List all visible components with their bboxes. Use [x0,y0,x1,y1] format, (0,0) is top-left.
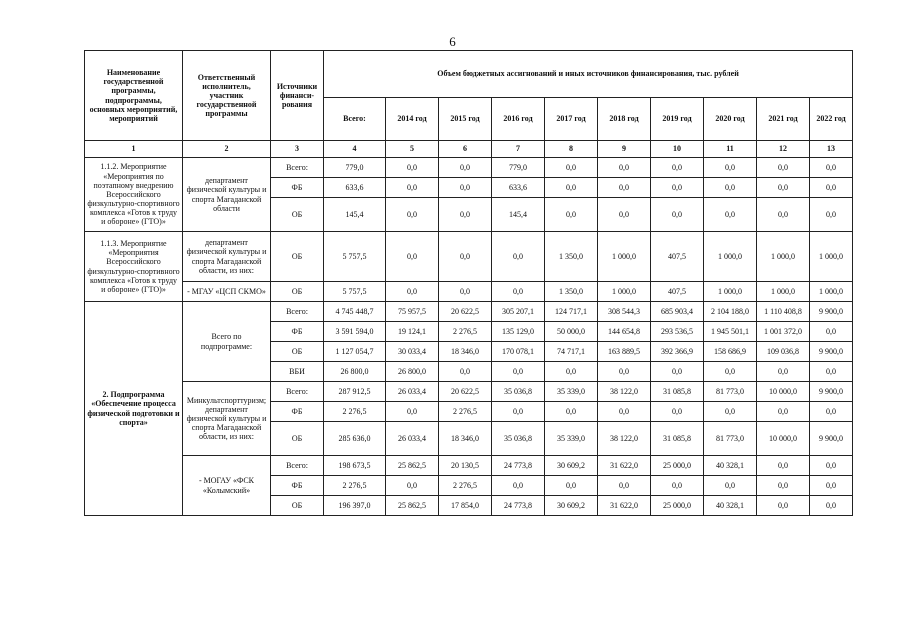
value-cell: 0,0 [545,158,598,178]
source-cell: ОБ [271,282,324,302]
value-cell: 779,0 [492,158,545,178]
value-cell: 145,4 [492,198,545,232]
column-number: 5 [386,141,439,158]
value-cell: 25 000,0 [651,456,704,476]
table-row [85,456,853,476]
value-cell: 0,0 [757,456,810,476]
header-year: 2020 год [704,98,757,141]
value-cell: 0,0 [386,232,439,282]
value-cell: 17 854,0 [439,496,492,516]
executor-name: - МОГАУ «ФСК «Колымский» [183,456,271,516]
value-cell: 2 276,5 [439,476,492,496]
column-number: 9 [598,141,651,158]
value-cell: 0,0 [757,476,810,496]
value-cell: 158 686,9 [704,342,757,362]
value-cell: 26 033,4 [386,422,439,456]
value-cell: 18 346,0 [439,342,492,362]
column-number: 2 [183,141,271,158]
value-cell: 1 350,0 [545,232,598,282]
value-cell: 30 609,2 [545,496,598,516]
source-cell: Всего: [271,456,324,476]
value-cell: 144 654,8 [598,322,651,342]
value-cell: 305 207,1 [492,302,545,322]
header-year: 2019 год [651,98,704,141]
source-cell: ОБ [271,342,324,362]
value-cell: 1 001 372,0 [757,322,810,342]
value-cell: 26 033,4 [386,382,439,402]
source-cell: ФБ [271,476,324,496]
value-cell: 24 773,8 [492,456,545,476]
header-sources: Источники финанси-рования [271,51,324,141]
value-cell: 0,0 [651,362,704,382]
value-cell: 0,0 [757,198,810,232]
executor-name: департамент физической культуры и спорта Магаданской области [183,158,271,232]
value-cell: 35 036,8 [492,382,545,402]
value-cell: 0,0 [598,476,651,496]
value-cell: 1 000,0 [810,232,853,282]
value-cell: 0,0 [810,402,853,422]
value-cell: 0,0 [651,402,704,422]
value-cell: 0,0 [598,178,651,198]
header-year: 2017 год [545,98,598,141]
value-cell: 81 773,0 [704,422,757,456]
value-cell: 0,0 [598,158,651,178]
value-cell: 1 945 501,1 [704,322,757,342]
value-cell: 19 124,1 [386,322,439,342]
header-total: Всего: [324,98,386,141]
source-cell: ФБ [271,402,324,422]
header-year: 2014 год [386,98,439,141]
value-cell: 392 366,9 [651,342,704,362]
value-cell: 0,0 [651,158,704,178]
value-cell: 0,0 [757,496,810,516]
table-row [85,158,853,178]
value-cell: 0,0 [492,476,545,496]
column-number: 1 [85,141,183,158]
value-cell: 0,0 [810,496,853,516]
value-cell: 0,0 [598,198,651,232]
value-cell: 0,0 [810,178,853,198]
value-cell: 308 544,3 [598,302,651,322]
value-cell: 9 900,0 [810,382,853,402]
column-number: 6 [439,141,492,158]
source-cell: ОБ [271,422,324,456]
value-cell: 0,0 [492,232,545,282]
value-cell: 0,0 [439,362,492,382]
value-cell: 1 127 054,7 [324,342,386,362]
column-number: 4 [324,141,386,158]
value-cell: 0,0 [651,476,704,496]
value-cell: 196 397,0 [324,496,386,516]
source-cell: ОБ [271,198,324,232]
value-cell: 9 900,0 [810,422,853,456]
value-cell: 0,0 [704,178,757,198]
header-executor: Ответственный исполнитель, участник государственной программы [183,51,271,141]
value-cell: 4 745 448,7 [324,302,386,322]
table-row [85,232,853,282]
value-cell: 35 339,0 [545,422,598,456]
value-cell: 18 346,0 [439,422,492,456]
measure-name: 1.1.2. Мероприятие «Мероприятия по поэтапному внедрению Всероссийского физкультурно-спортивного комплекса «Готов к труду и обороне» (ГТО)» [85,158,183,232]
value-cell: 0,0 [810,198,853,232]
value-cell: 1 350,0 [545,282,598,302]
value-cell: 0,0 [439,158,492,178]
column-number-row [85,141,853,158]
value-cell: 75 957,5 [386,302,439,322]
value-cell: 0,0 [704,476,757,496]
value-cell: 20 130,5 [439,456,492,476]
value-cell: 2 276,5 [439,322,492,342]
value-cell: 0,0 [386,178,439,198]
value-cell: 31 622,0 [598,456,651,476]
table-row [85,282,853,302]
value-cell: 0,0 [704,402,757,422]
value-cell: 40 328,1 [704,456,757,476]
value-cell: 1 000,0 [598,232,651,282]
value-cell: 163 889,5 [598,342,651,362]
value-cell: 5 757,5 [324,232,386,282]
value-cell: 293 536,5 [651,322,704,342]
source-cell: Всего: [271,158,324,178]
value-cell: 0,0 [545,178,598,198]
measure-name: 1.1.3. Мероприятие «Мероприятия Всероссийского физкультурно-спортивного комплекса «Готов к труду и обороне» (ГТО)» [85,232,183,302]
value-cell: 285 636,0 [324,422,386,456]
value-cell: 25 862,5 [386,496,439,516]
column-number: 3 [271,141,324,158]
value-cell: 0,0 [545,402,598,422]
source-cell: Всего: [271,382,324,402]
value-cell: 35 339,0 [545,382,598,402]
value-cell: 135 129,0 [492,322,545,342]
source-cell: ОБ [271,496,324,516]
value-cell: 5 757,5 [324,282,386,302]
value-cell: 74 717,1 [545,342,598,362]
column-number: 13 [810,141,853,158]
value-cell: 0,0 [704,362,757,382]
column-number: 10 [651,141,704,158]
executor-name: Всего по подпрограмме: [183,302,271,382]
value-cell: 1 110 408,8 [757,302,810,322]
value-cell: 0,0 [757,362,810,382]
value-cell: 0,0 [545,362,598,382]
value-cell: 287 912,5 [324,382,386,402]
value-cell: 407,5 [651,232,704,282]
value-cell: 0,0 [810,322,853,342]
value-cell: 31 085,8 [651,422,704,456]
value-cell: 1 000,0 [704,232,757,282]
value-cell: 0,0 [386,158,439,178]
header-year: 2015 год [439,98,492,141]
value-cell: 0,0 [386,402,439,422]
value-cell: 779,0 [324,158,386,178]
value-cell: 0,0 [386,282,439,302]
value-cell: 38 122,0 [598,382,651,402]
value-cell: 31 085,8 [651,382,704,402]
value-cell: 0,0 [757,402,810,422]
column-number: 8 [545,141,598,158]
header-year: 2022 год [810,98,853,141]
value-cell: 1 000,0 [810,282,853,302]
value-cell: 0,0 [810,158,853,178]
value-cell: 0,0 [439,178,492,198]
value-cell: 633,6 [492,178,545,198]
value-cell: 124 717,1 [545,302,598,322]
value-cell: 0,0 [704,158,757,178]
value-cell: 170 078,1 [492,342,545,362]
value-cell: 38 122,0 [598,422,651,456]
value-cell: 26 800,0 [324,362,386,382]
value-cell: 1 000,0 [757,282,810,302]
subprogram-name: 2. Подпрограмма «Обеспечение процесса физической подготовки и спорта» [85,302,183,516]
value-cell: 0,0 [439,232,492,282]
value-cell: 633,6 [324,178,386,198]
header-year: 2018 год [598,98,651,141]
column-number: 12 [757,141,810,158]
value-cell: 30 033,4 [386,342,439,362]
value-cell: 0,0 [704,198,757,232]
value-cell: 31 622,0 [598,496,651,516]
value-cell: 10 000,0 [757,422,810,456]
value-cell: 50 000,0 [545,322,598,342]
page-number: 6 [449,34,456,49]
value-cell: 2 276,5 [439,402,492,422]
value-cell: 0,0 [439,282,492,302]
source-cell: Всего: [271,302,324,322]
header-name: Наименование государственной программы, подпрограммы, основных мероприятий, мероприятий [85,51,183,141]
value-cell: 0,0 [386,198,439,232]
value-cell: 1 000,0 [704,282,757,302]
value-cell: 30 609,2 [545,456,598,476]
value-cell: 20 622,5 [439,382,492,402]
value-cell: 24 773,8 [492,496,545,516]
value-cell: 1 000,0 [757,232,810,282]
source-cell: ФБ [271,322,324,342]
column-number: 7 [492,141,545,158]
value-cell: 0,0 [492,362,545,382]
value-cell: 0,0 [757,158,810,178]
value-cell: 2 104 188,0 [704,302,757,322]
value-cell: 0,0 [598,402,651,422]
value-cell: 0,0 [439,198,492,232]
value-cell: 0,0 [386,476,439,496]
value-cell: 0,0 [545,198,598,232]
value-cell: 25 862,5 [386,456,439,476]
value-cell: 35 036,8 [492,422,545,456]
value-cell: 2 276,5 [324,476,386,496]
value-cell: 10 000,0 [757,382,810,402]
value-cell: 3 591 594,0 [324,322,386,342]
value-cell: 145,4 [324,198,386,232]
budget-table [84,50,853,516]
value-cell: 1 000,0 [598,282,651,302]
value-cell: 0,0 [810,456,853,476]
table-row [85,302,853,322]
value-cell: 0,0 [492,402,545,422]
value-cell: 9 900,0 [810,342,853,362]
value-cell: 0,0 [492,282,545,302]
value-cell: 2 276,5 [324,402,386,422]
table-row [85,382,853,402]
value-cell: 685 903,4 [651,302,704,322]
value-cell: 0,0 [651,198,704,232]
value-cell: 0,0 [651,178,704,198]
source-cell: ФБ [271,178,324,198]
sub-executor-name: - МГАУ «ЦСП СКМО» [183,282,271,302]
header-volume: Объем бюджетных ассигнований и иных источников финансирования, тыс. рублей [324,51,853,98]
value-cell: 0,0 [757,178,810,198]
value-cell: 198 673,5 [324,456,386,476]
value-cell: 25 000,0 [651,496,704,516]
value-cell: 407,5 [651,282,704,302]
source-cell: ВБИ [271,362,324,382]
value-cell: 40 328,1 [704,496,757,516]
executor-name: Минкультспорттуризм; департамент физической культуры и спорта Магаданской области, из них: [183,382,271,456]
value-cell: 20 622,5 [439,302,492,322]
value-cell: 81 773,0 [704,382,757,402]
executor-name: департамент физической культуры и спорта Магаданской области, из них: [183,232,271,282]
value-cell: 9 900,0 [810,302,853,322]
value-cell: 109 036,8 [757,342,810,362]
value-cell: 26 800,0 [386,362,439,382]
value-cell: 0,0 [598,362,651,382]
value-cell: 0,0 [545,476,598,496]
source-cell: ОБ [271,232,324,282]
header-year: 2021 год [757,98,810,141]
column-number: 11 [704,141,757,158]
value-cell: 0,0 [810,476,853,496]
value-cell: 0,0 [810,362,853,382]
header-year: 2016 год [492,98,545,141]
